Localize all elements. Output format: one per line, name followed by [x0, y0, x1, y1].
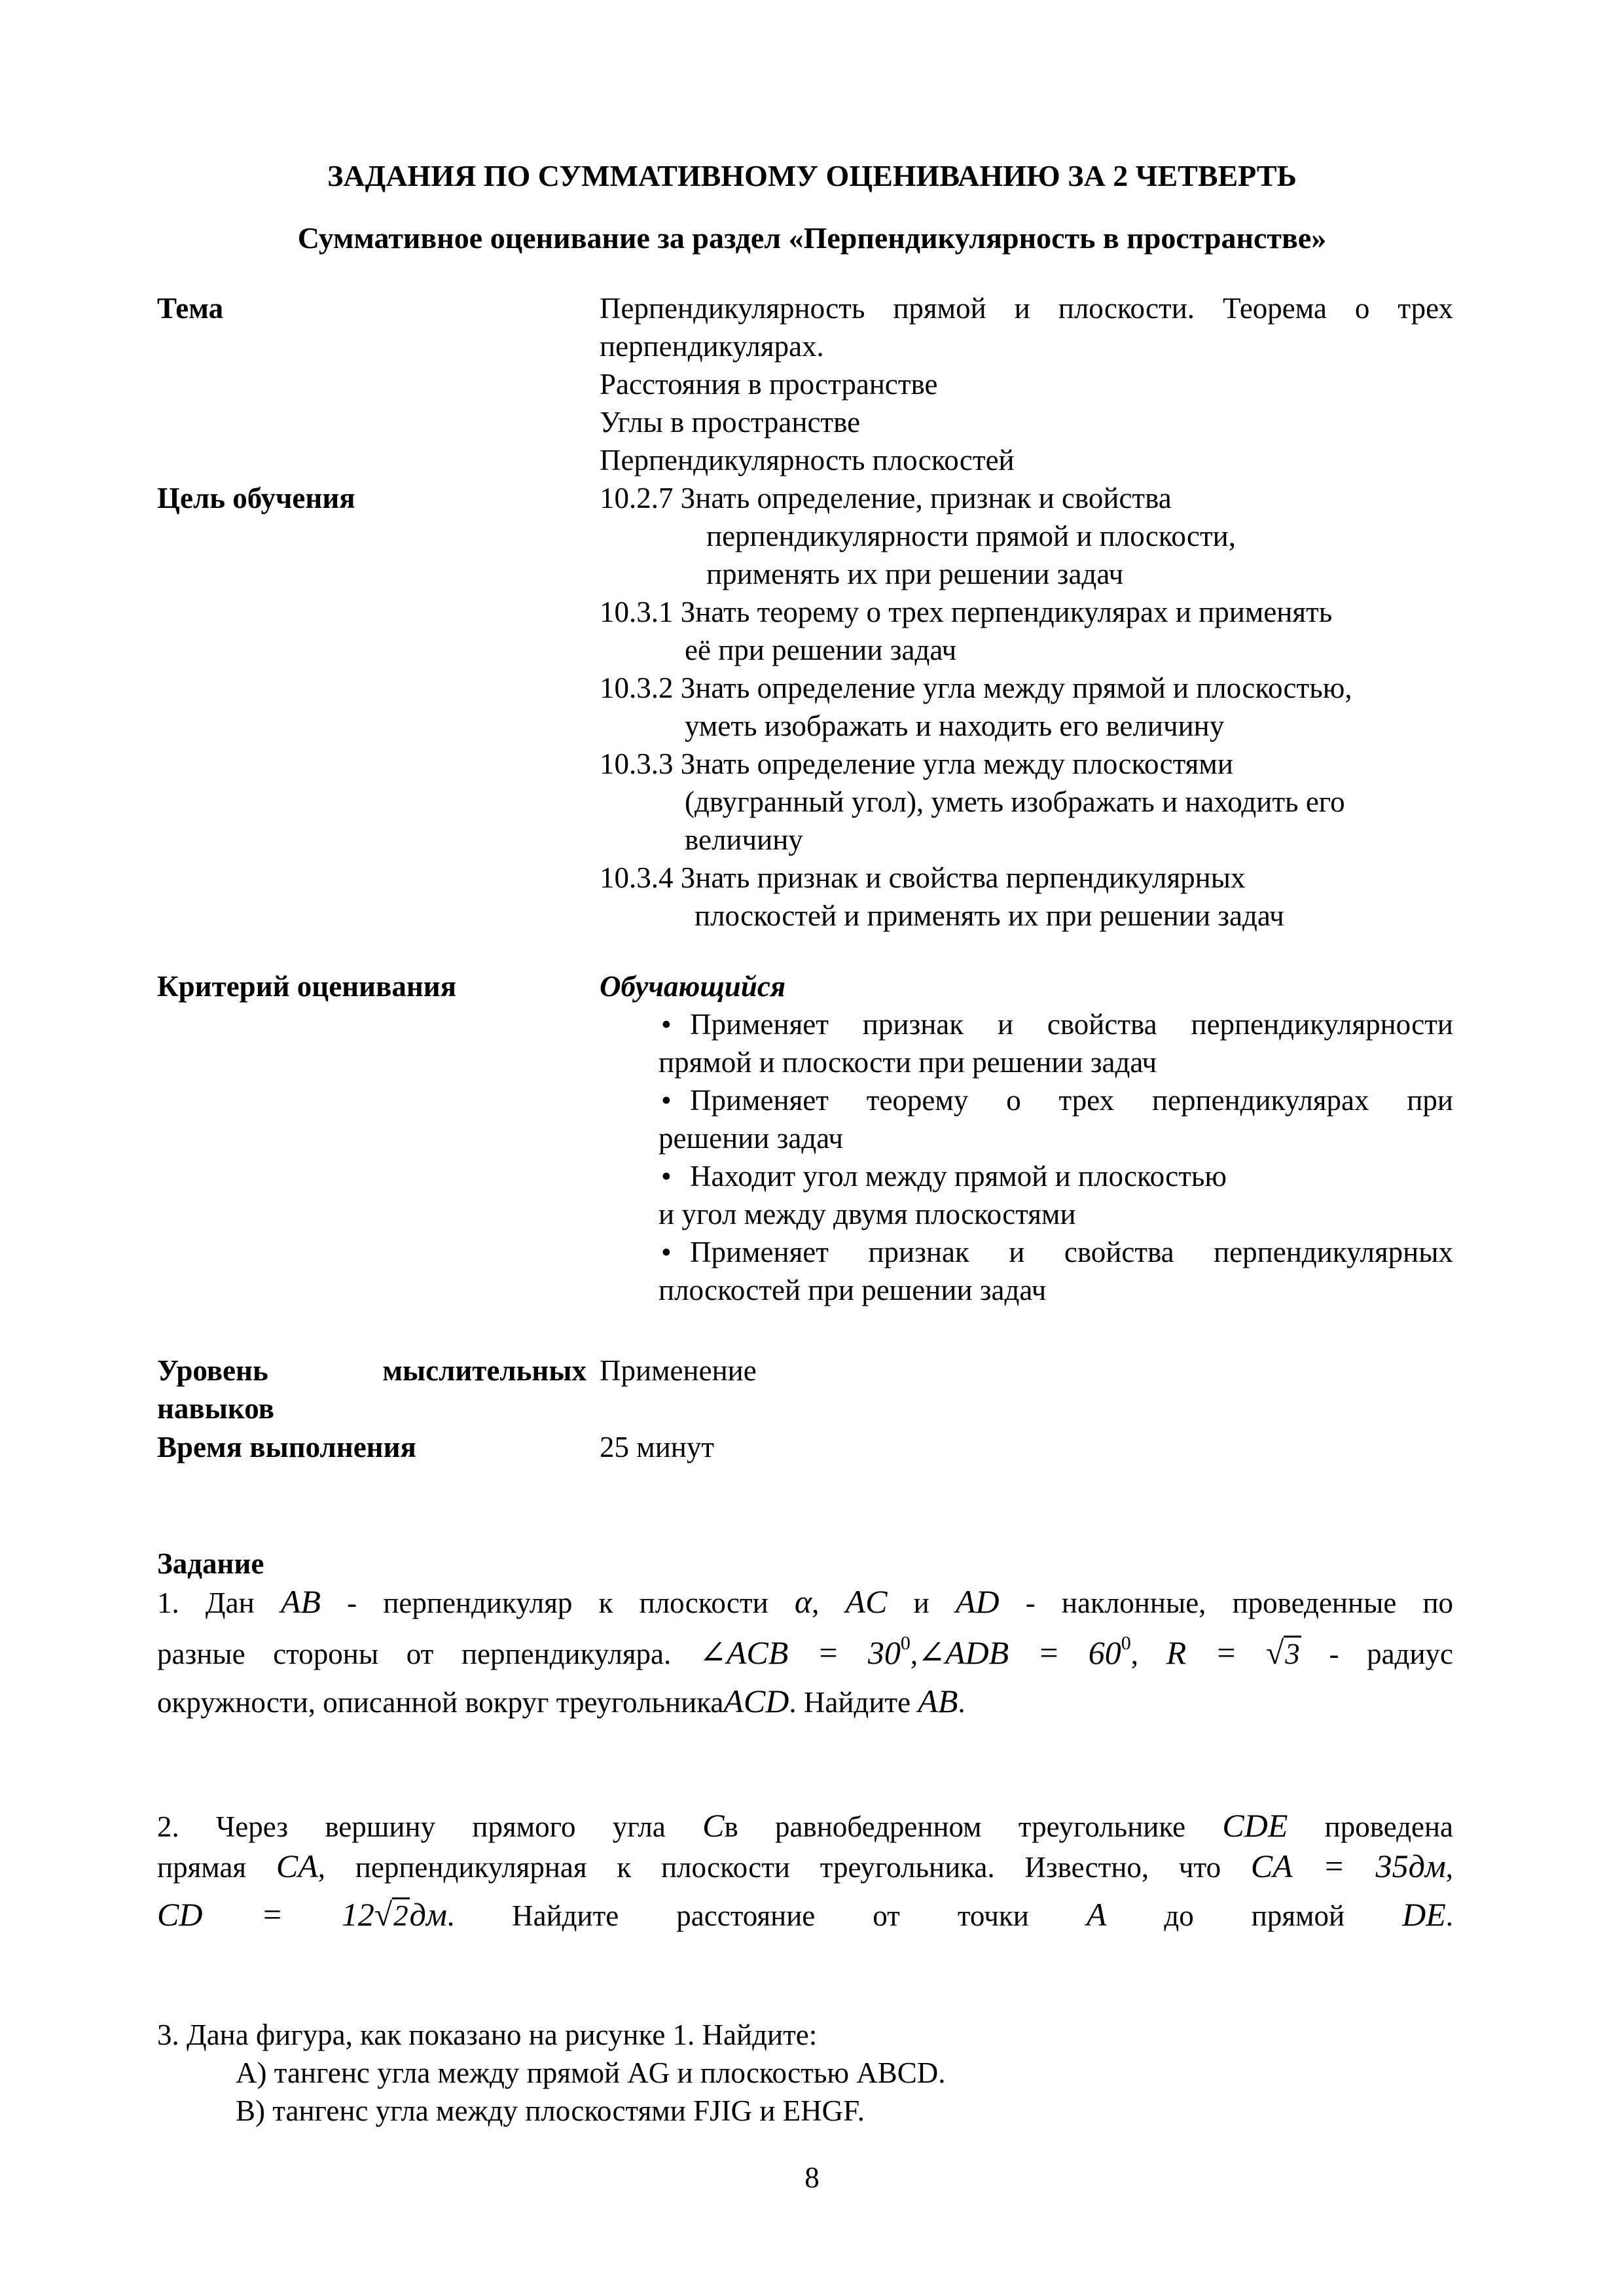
- document-subtitle: Суммативное оценивание за раздел «Перпендикулярность в пространстве»: [297, 221, 1327, 255]
- goal-item: 10.3.1 Знать теорему о трех перпендикулярах и применять: [600, 596, 1333, 628]
- page-number: 8: [804, 2161, 820, 2194]
- t1-math: ∠ACB = 30: [698, 1634, 901, 1671]
- document-title: ЗАДАНИЯ ПО СУММАТИВНОМУ ОЦЕНИВАНИЮ ЗА 2 ЧЕТВЕРТЬ: [327, 159, 1297, 192]
- t2-text: ,: [1445, 1851, 1454, 1884]
- topic-value: [600, 289, 1453, 479]
- t2-math: дм: [409, 1896, 447, 1933]
- t2-formula: CD = 12√2дм.: [157, 1896, 455, 1933]
- task-1-line-3: [157, 1682, 1453, 1721]
- task-2-line-1: [157, 1806, 1453, 1846]
- goal-item-cont: применять их при решении задач: [706, 558, 1124, 590]
- time-value: 25 минут: [600, 1431, 715, 1463]
- t1-text: и: [913, 1587, 929, 1619]
- goals-row: [157, 479, 1453, 935]
- t2-math: 2: [392, 1897, 410, 1932]
- t1-math: 3: [1284, 1636, 1301, 1670]
- task-3-intro: 3. Дана фигура, как показано на рисунке 1. Найдите:: [157, 2018, 818, 2051]
- t1-math: AD: [955, 1583, 1000, 1620]
- t2-text: проведена: [1324, 1810, 1454, 1843]
- t1-math: ∠ADB = 60: [918, 1634, 1121, 1671]
- criteria-label: Критерий оценивания: [157, 970, 457, 1003]
- t2-math: A: [1086, 1896, 1107, 1933]
- task-1: [157, 1583, 1453, 1721]
- task-1-line-2: [157, 1634, 1453, 1673]
- t2-text: от: [873, 1899, 900, 1932]
- task-3-part-b: В) тангенс угла между плоскостями FJIG и EHGF.: [236, 2094, 865, 2127]
- t2-math: CDE: [1222, 1807, 1288, 1844]
- goal-item: 10.3.3 Знать определение угла между плоскостями: [600, 747, 1233, 780]
- t2-math: CD = 12: [157, 1896, 374, 1933]
- goal-item-cont: её при решении задач: [685, 634, 957, 666]
- criteria-row: [157, 967, 1453, 1309]
- t1-text: окружности, описанной вокруг треугольника: [157, 1686, 724, 1719]
- goal-item-cont: перпендикулярности прямой и плоскости,: [706, 520, 1236, 552]
- t2-text: до: [1164, 1899, 1194, 1932]
- t1-text: - радиус: [1329, 1638, 1454, 1670]
- criteria-item-text: • Применяет признак и свойства перпендикулярных: [659, 1233, 1453, 1271]
- t1-math: ACD: [723, 1683, 789, 1719]
- t1-math: R =: [1166, 1634, 1266, 1671]
- t2-text: прямой: [1251, 1899, 1345, 1932]
- goal-item: 10.2.7 Знать определение, признак и свойства: [600, 482, 1172, 514]
- topic-line: Перпендикулярность прямой и плоскости. Теорема о трех: [600, 292, 1453, 325]
- criteria-item-cont: прямой и плоскости при решении задач: [659, 1046, 1157, 1079]
- goals-list: [600, 479, 1453, 935]
- sqrt-icon: √: [374, 1896, 393, 1933]
- t1-text: 1. Дан: [157, 1587, 255, 1619]
- t2-text: Найдите: [512, 1899, 619, 1932]
- t1-math: AC: [845, 1583, 888, 1620]
- task-3-part-a: А) тангенс угла между прямой AG и плоскостью ABCD.: [236, 2056, 946, 2089]
- task-2-line-3: [157, 1895, 1453, 1935]
- t1-text: .: [958, 1686, 965, 1719]
- goal-item-cont: уметь изображать и находить его величину: [685, 709, 1225, 742]
- t1-formula: ∠ACB = $30^0,\angle ADB = 60^0$, R = √3: [698, 1632, 1300, 1671]
- level-label-c: навыков: [157, 1392, 274, 1425]
- t1-sup: 0: [900, 1632, 911, 1654]
- t2-math: CA: [276, 1848, 318, 1884]
- tasks-heading: Задание: [157, 1547, 264, 1580]
- t2-math: CA = 35дм: [1250, 1848, 1446, 1884]
- t2-text: прямая: [157, 1851, 247, 1884]
- goal-item: 10.3.4 Знать признак и свойства перпендикулярных: [600, 861, 1246, 894]
- t2-text: расстояние: [676, 1899, 816, 1932]
- topic-line: Углы в пространстве: [600, 406, 861, 439]
- criteria-item-cont: и угол между двумя плоскостями: [659, 1198, 1076, 1230]
- t1-text: . Найдите: [789, 1686, 911, 1719]
- goal-label: Цель обучения: [157, 482, 355, 514]
- t2-text: 2. Через вершину прямого угла: [157, 1810, 666, 1843]
- criteria-item: [600, 1157, 1453, 1233]
- t1-math: AB: [280, 1583, 321, 1620]
- t1-math: α: [794, 1583, 812, 1620]
- level-label: [157, 1352, 600, 1427]
- t1-math: AB: [918, 1683, 958, 1719]
- t1-text: - перпендикуляр к плоскости: [347, 1587, 768, 1619]
- criteria-head: Обучающийся: [600, 970, 785, 1003]
- goal-item: 10.3.2 Знать определение угла между прямой и плоскостью,: [600, 672, 1352, 704]
- task-3: [157, 2016, 1453, 2130]
- criteria-item: [600, 1005, 1453, 1081]
- level-row: [157, 1352, 1453, 1427]
- topic-line: Расстояния в пространстве: [600, 368, 938, 401]
- task-2-line-2: [157, 1847, 1453, 1886]
- criteria-item: [600, 1081, 1453, 1157]
- level-label-a: Уровень: [157, 1354, 268, 1387]
- criteria-item-text: [659, 1157, 1453, 1195]
- criteria-item: [600, 1233, 1453, 1309]
- level-label-b: мыслительных: [382, 1354, 586, 1387]
- goal-item-cont: величину: [685, 823, 803, 856]
- time-row: [157, 1428, 1453, 1466]
- task-2: [157, 1806, 1453, 1935]
- criteria-item-text: • Применяет признак и свойства перпендикулярности: [659, 1005, 1453, 1043]
- bullet-icon: •: [661, 1160, 672, 1193]
- level-value: Применение: [600, 1354, 757, 1387]
- t2-math: C: [702, 1807, 725, 1844]
- criteria-list: [600, 967, 1453, 1309]
- criteria-item-cont: решении задач: [659, 1122, 844, 1155]
- time-label: Время выполнения: [157, 1431, 416, 1463]
- goal-item-cont: (двугранный угол), уметь изображать и находить его: [685, 785, 1345, 818]
- topic-row: [157, 289, 1453, 479]
- t2-text: точки: [957, 1899, 1029, 1932]
- topic-label: Тема: [157, 292, 224, 325]
- t2-text: , перпендикулярная к плоскости треугольника. Известно, что: [317, 1851, 1221, 1884]
- goal-item-cont: плоскостей и применять их при решении задач: [695, 899, 1284, 932]
- t1-sup: 0: [1121, 1632, 1131, 1654]
- topic-line: Перпендикулярность плоскостей: [600, 444, 1015, 476]
- sqrt-icon: √: [1265, 1634, 1284, 1671]
- t1-text: разные стороны от перпендикуляра.: [157, 1638, 672, 1670]
- task-1-line-1: 1. Дан AB - перпендикуляр к плоскости α, AC и AD - наклонные, проведенные по: [157, 1583, 1454, 1620]
- t2-math: DE: [1402, 1896, 1446, 1933]
- t1-text: - наклонные, проведенные по: [1025, 1587, 1454, 1619]
- criteria-item-first: Находит угол между прямой и плоскостью: [690, 1160, 1227, 1193]
- criteria-item-cont: плоскостей при решении задач: [659, 1274, 1047, 1306]
- topic-line: перпендикулярах.: [600, 330, 824, 363]
- criteria-item-text: • Применяет теорему о трех перпендикулярах при: [659, 1081, 1453, 1119]
- t2-text: в равнобедренном треугольнике: [724, 1810, 1186, 1843]
- t2-text: .: [1445, 1899, 1454, 1932]
